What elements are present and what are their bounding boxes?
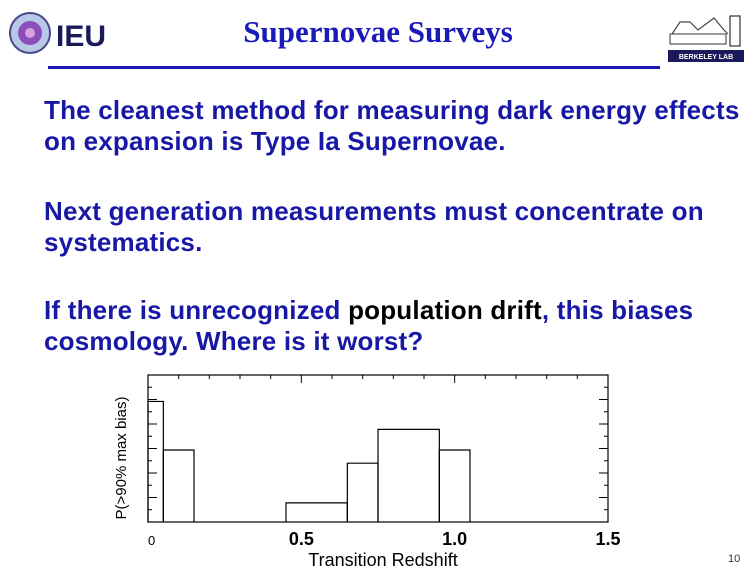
- histogram-bin: [378, 429, 439, 522]
- x-tick-label: 1.5: [595, 529, 621, 549]
- histogram-bin: [439, 450, 470, 522]
- histogram-bin: [347, 463, 378, 522]
- x-tick-label: 1.0: [442, 529, 468, 549]
- histogram-bin: [148, 401, 163, 522]
- x-tick-label: 0: [148, 533, 156, 548]
- bullet-3-emphasis: population drift: [348, 295, 542, 325]
- page-number: 10: [728, 553, 741, 565]
- bullet-3-post: , this biases cosmology. Where is it worst?: [44, 295, 694, 356]
- slide-title: Supernovae Surveys: [243, 14, 513, 49]
- y-axis-label: P(>90% max bias): [113, 396, 130, 520]
- bullet-3-pre: If there is unrecognized: [44, 295, 349, 325]
- logo-left-text: IEU: [56, 20, 107, 53]
- bullet-1: The cleanest method for measuring dark energy effects on expansion is Type Ia Supernovae.: [44, 95, 740, 156]
- histogram-bin: [286, 503, 347, 522]
- histogram-bin: [163, 450, 194, 522]
- bullet-2: Next generation measurements must concentrate on systematics.: [44, 196, 704, 257]
- x-tick-label: 0.5: [288, 529, 314, 549]
- logo-right-text: BERKELEY LAB: [678, 54, 734, 61]
- x-axis-label: Transition Redshift: [308, 550, 458, 570]
